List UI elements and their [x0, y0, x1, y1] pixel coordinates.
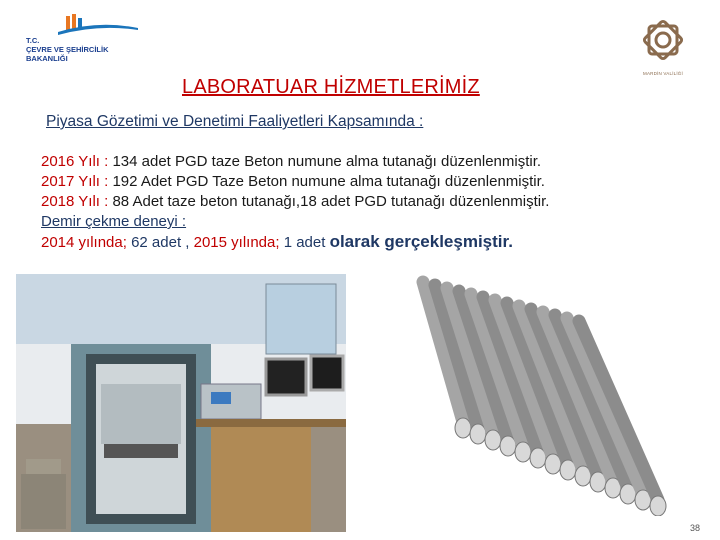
province-emblem-icon	[637, 14, 689, 66]
line-2016	[41, 152, 549, 172]
conclusion-text: olarak gerçekleşmiştir.	[329, 232, 513, 251]
rebar-end	[455, 418, 471, 438]
line-text: 88 Adet taze beton tutanağı,18 adet PGD tutanağı düzenlenmiştir.	[108, 193, 550, 210]
rebar-end	[515, 442, 531, 462]
line-2018	[41, 192, 549, 212]
page-number: 38	[690, 523, 701, 533]
logo-line-3: BAKANLIĞI	[26, 54, 68, 63]
year-2014-label: 2014 yılında;	[41, 234, 127, 251]
province-logo-caption: MARDİN VALİLİĞİ	[643, 71, 683, 76]
line-text: 134 adet PGD taze Beton numune alma tutanağı düzenlenmiştir.	[108, 153, 542, 170]
slide-body	[41, 152, 549, 253]
logo-line-2: ÇEVRE VE ŞEHİRCİLİK	[26, 45, 109, 54]
province-logo	[628, 14, 698, 82]
year-label: 2017 Yılı :	[41, 173, 109, 190]
ministry-logo	[22, 14, 162, 74]
ministry-emblem-icon	[58, 14, 138, 36]
demir-heading: Demir çekme deneyi :	[41, 213, 187, 230]
line-2017	[41, 172, 549, 192]
demir-results	[41, 232, 549, 253]
year-2015-label: 2015 yılında;	[193, 234, 280, 251]
rebar-end	[470, 424, 486, 444]
page-subtitle: Piyasa Gözetimi ve Denetimi Faaliyetleri Kapsamında :	[46, 113, 424, 130]
rebar-photo	[413, 272, 675, 516]
rebar-end	[485, 430, 501, 450]
year-label: 2018 Yılı :	[41, 193, 109, 210]
year-label: 2016 Yılı :	[41, 153, 109, 170]
rebar-end	[500, 436, 516, 456]
logo-line-1: T.C.	[26, 36, 40, 45]
count-2014: 62 adet ,	[126, 234, 194, 251]
lab-equipment-photo	[16, 274, 346, 532]
rebar-end	[650, 496, 666, 516]
count-2015: 1 adet	[279, 234, 330, 251]
page-title: LABORATUAR HİZMETLERİMİZ	[182, 76, 480, 98]
line-text: 192 Adet PGD Taze Beton numune alma tutanağı düzenlenmiştir.	[108, 173, 545, 190]
